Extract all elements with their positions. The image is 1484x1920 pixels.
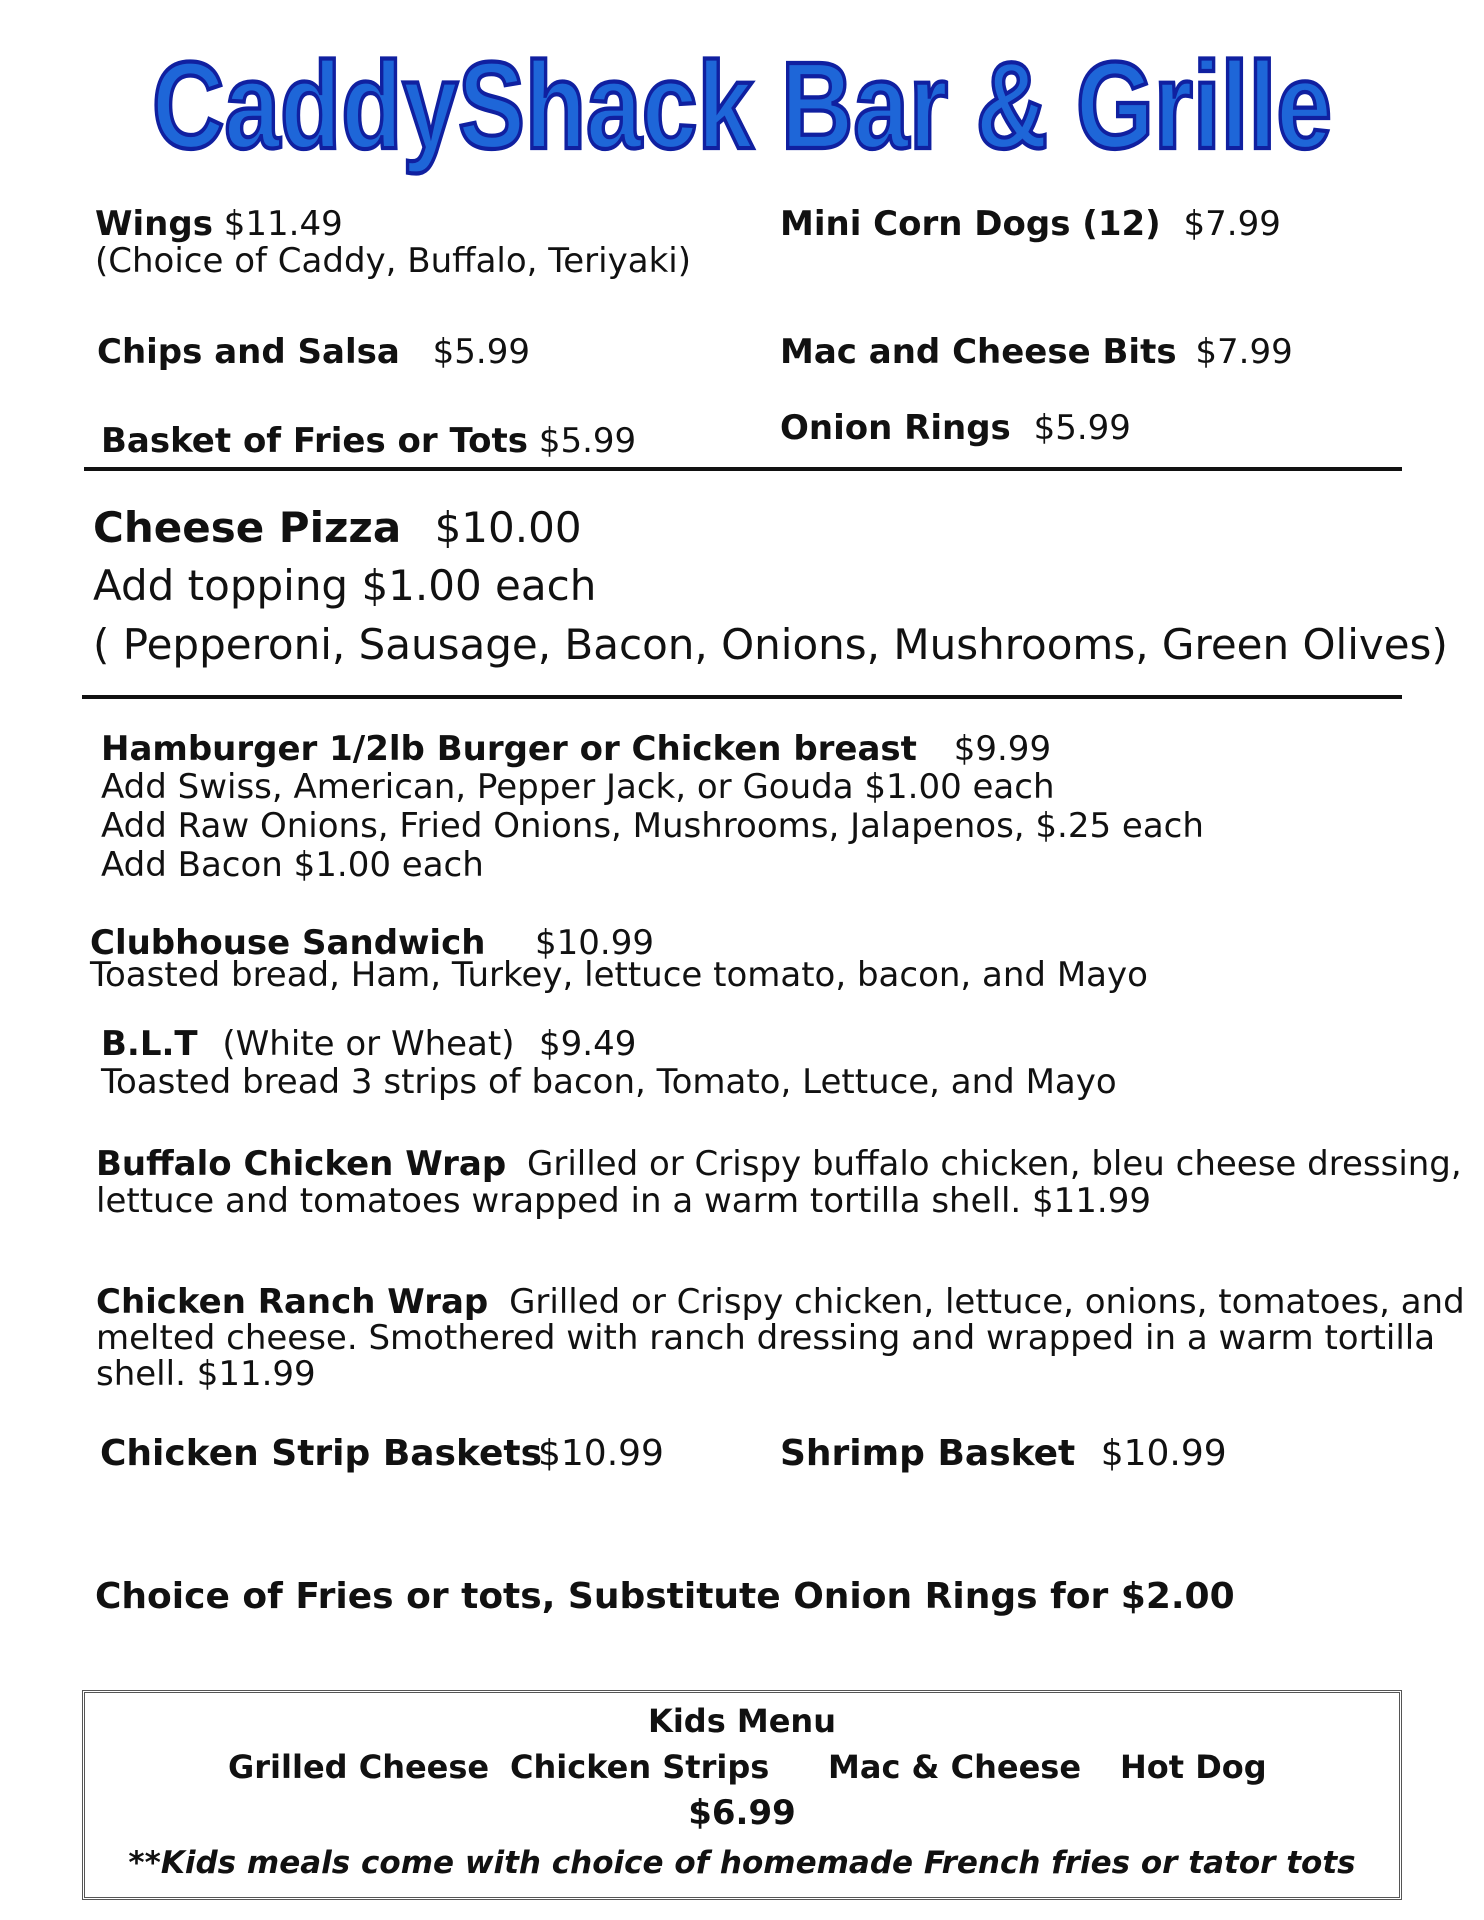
divider: [82, 695, 1402, 699]
kids-menu-price: $6.99: [688, 1793, 796, 1833]
item-price: $11.49: [223, 204, 343, 244]
item-hamburger: [101, 730, 1051, 768]
item-price: $10.99: [538, 1433, 664, 1474]
clubhouse-description: Toasted bread, Ham, Turkey, lettuce tomato, bacon, and Mayo: [90, 955, 1148, 995]
ranch-wrap-description-end: shell. $11.99: [96, 1354, 316, 1394]
item-blt: [101, 1025, 514, 1063]
pizza-toppings-list: ( Pepperoni, Sausage, Bacon, Onions, Mushrooms, Green Olives): [93, 620, 1448, 669]
item-name: Mac and Cheese Bits: [780, 332, 1177, 372]
item-chicken-strip-baskets: [100, 1434, 542, 1474]
item-fries-tots: [101, 422, 636, 460]
item-name: Chips and Salsa: [97, 332, 400, 372]
item-price: $5.99: [1033, 408, 1131, 448]
item-note: (Choice of Caddy, Buffalo, Teriyaki): [95, 241, 691, 281]
item-name: Basket of Fries or Tots: [101, 421, 529, 461]
item-onion-rings: [780, 409, 1131, 447]
buffalo-wrap-description: lettuce and tomatoes wrapped in a warm tortilla shell. $11.99: [96, 1181, 1151, 1221]
item-price: $10.00: [434, 503, 582, 552]
item-wings: [95, 205, 343, 243]
item-name: Hamburger 1/2lb Burger or Chicken breast: [101, 729, 917, 769]
item-cheese-pizza: [93, 503, 582, 553]
item-name: B.L.T: [101, 1024, 198, 1064]
item-description: Grilled or Crispy buffalo chicken, bleu cheese dressing,: [527, 1144, 1462, 1184]
item-name: Wings: [95, 204, 213, 244]
sides-note: Choice of Fries or tots, Substitute Onion Rings for $2.00: [95, 1576, 1235, 1617]
item-price: $5.99: [538, 421, 637, 461]
blt-description: Toasted bread 3 strips of bacon, Tomato, Lettuce, and Mayo: [101, 1062, 1117, 1102]
item-price: $7.99: [1183, 204, 1281, 244]
item-name: Shrimp Basket: [780, 1433, 1076, 1474]
kids-menu-note: **Kids meals come with choice of homemade French fries or tator tots: [128, 1845, 1356, 1881]
item-ranch-wrap: [96, 1283, 1465, 1321]
item-name: Buffalo Chicken Wrap: [96, 1144, 507, 1184]
menu-title: [0, 22, 1484, 192]
burger-addon-toppings: Add Raw Onions, Fried Onions, Mushrooms, Jalapenos, $.25 each: [101, 806, 1204, 846]
menu-title-text: CaddyShack Bar & Grille: [152, 35, 1333, 175]
burger-addon-cheese: Add Swiss, American, Pepper Jack, or Gouda $1.00 each: [101, 767, 1055, 807]
item-chips-salsa: [97, 333, 530, 371]
item-price: $9.99: [953, 729, 1052, 769]
item-name: Chicken Ranch Wrap: [96, 1282, 489, 1322]
item-description: Grilled or Crispy chicken, lettuce, onions, tomatoes, and: [509, 1282, 1465, 1322]
kids-item: Chicken Strips: [510, 1748, 770, 1786]
item-name: Cheese Pizza: [93, 503, 402, 552]
kids-menu-box: [82, 1690, 1402, 1900]
item-mac-bits: [780, 333, 1293, 371]
item-name: Mini Corn Dogs (12): [780, 204, 1161, 244]
ranch-wrap-description: melted cheese. Smothered with ranch dressing and wrapped in a warm tortilla: [96, 1318, 1436, 1358]
item-buffalo-wrap: [96, 1145, 1462, 1183]
item-price: $5.99: [432, 332, 530, 372]
item-price: $7.99: [1195, 332, 1293, 372]
pizza-topping-line: Add topping $1.00 each: [93, 561, 597, 610]
kids-item: Hot Dog: [1120, 1748, 1267, 1786]
item-option: (White or Wheat): [222, 1024, 515, 1064]
item-corn-dogs: [780, 205, 1281, 243]
kids-menu-heading: Kids Menu: [648, 1702, 836, 1740]
item-price: $10.99: [1100, 1433, 1227, 1474]
burger-addon-bacon: Add Bacon $1.00 each: [101, 845, 484, 885]
item-name: Clubhouse Sandwich: [90, 923, 486, 963]
divider: [84, 467, 1402, 471]
menu-title-art: [0, 22, 1484, 192]
item-name: Chicken Strip Baskets: [100, 1433, 543, 1474]
kids-item: Mac & Cheese: [828, 1748, 1082, 1786]
item-price: $10.99: [535, 923, 654, 963]
item-shrimp-basket: [780, 1434, 1227, 1474]
kids-item: Grilled Cheese: [228, 1748, 490, 1786]
item-name: Onion Rings: [780, 408, 1011, 448]
item-price: $9.49: [539, 1024, 637, 1064]
